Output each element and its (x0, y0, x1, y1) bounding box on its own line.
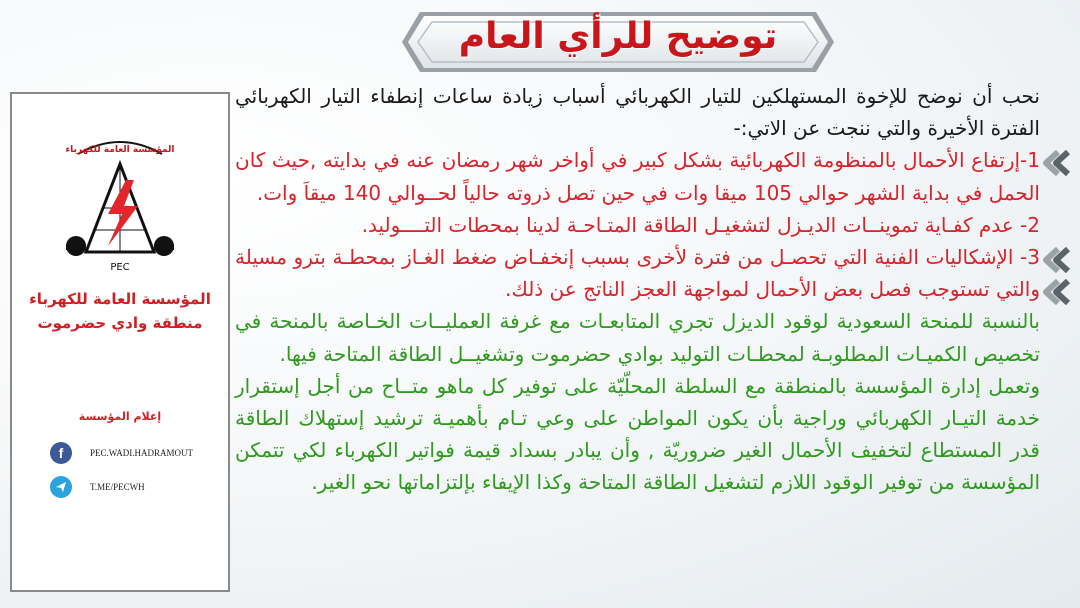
header-banner (398, 8, 838, 76)
telegram-link[interactable] (50, 476, 145, 498)
main-content (235, 80, 1040, 600)
org-name-line2: منطقة وادي حضرموت (37, 314, 203, 332)
intro-paragraph: نحب أن نوضح للإخوة المستهلكين للتيار الكهربائي أسباب زيادة ساعات إنطفاء التيار الكهربائي الفترة الأخيرة والتي ننجت عن الاتي:- (235, 84, 1040, 141)
org-name-line1: المؤسسة العامة للكهرباء (29, 290, 211, 308)
bullet-arrow-icon (1038, 279, 1072, 305)
saudi-grant-paragraph: بالنسبة للمنحة السعودية لوقود الديزل تجري المتابعـات مع غرفة العمليــات الخـاصة بالمنحة في تخصيص الكميـات المطلوبـة لمحطـات التوليد بوادي حضرموت وتشغيــل الطاقة المتاحة فيها. (235, 309, 1040, 366)
facebook-handle: PEC.WADI.HADRAMOUT (90, 448, 193, 458)
pec-logo-icon (64, 128, 176, 276)
telegram-icon (50, 476, 72, 498)
logo-pec-text: PEC (110, 262, 130, 273)
page-title: توضيح للرأي العام (458, 16, 778, 57)
management-paragraph: وتعمل إدارة المؤسسة بالمنطقة مع السلطة المحلّيّة على توفير كل ماهو متــاح من أجل إستقرار خدمة التيـار الكهربائي وراجية بأن يكون المواطن على وعي تـام بأهميـة ترشيد إستهلاك الطاقة قدر المستطاع لتخفيف الأحمال الغير ضروريّة , وأن يبادر بسداد قيمة فواتير الكهرباء لكي تتمكن المؤسسة من توفير الوقود اللازم لتشغيل الطاقة المتاحة وكذا الإيفاء بإلتزاماتها نحو الغير. (235, 373, 1040, 495)
facebook-icon: f (50, 442, 72, 464)
media-label: إعلام المؤسسة (78, 410, 162, 423)
sidebar-panel (10, 92, 230, 592)
facebook-link[interactable] (50, 442, 193, 464)
bullet-arrow-icon (1038, 150, 1072, 176)
logo-arc-text: المؤسسة العامة للكهرباء (65, 145, 175, 155)
telegram-handle: T.ME/PECWH (90, 482, 145, 492)
bullet-arrow-icon (1038, 247, 1072, 273)
reason-item-1: 1-إرتفاع الأحمال بالمنظومة الكهربائية بشكل كبير في أواخر شهر رمضان عنه في بدايته ,حيث كان الحمل في بداية الشهر حوالي 105 ميقا وات في حين تصل ذروته حالياً لحــوالي 140 ميقاَ وات. (235, 148, 1040, 205)
reason-item-2: 2- عدم كفـاية تموينــات الديـزل لتشغيـل الطاقة المتـاحـة لدينا بمحطات التــــوليد. (361, 212, 1040, 237)
reason-item-3: 3- الإشكاليات الفنية التي تحصـل من فترة لأخرى بسبب إنخفـاض ضغط الغـاز بمحطـة بترو مسيلة والتي تستوجب فصل بعض الأحمال لمواجهة العجز الناتج عن ذلك. (235, 245, 1040, 302)
